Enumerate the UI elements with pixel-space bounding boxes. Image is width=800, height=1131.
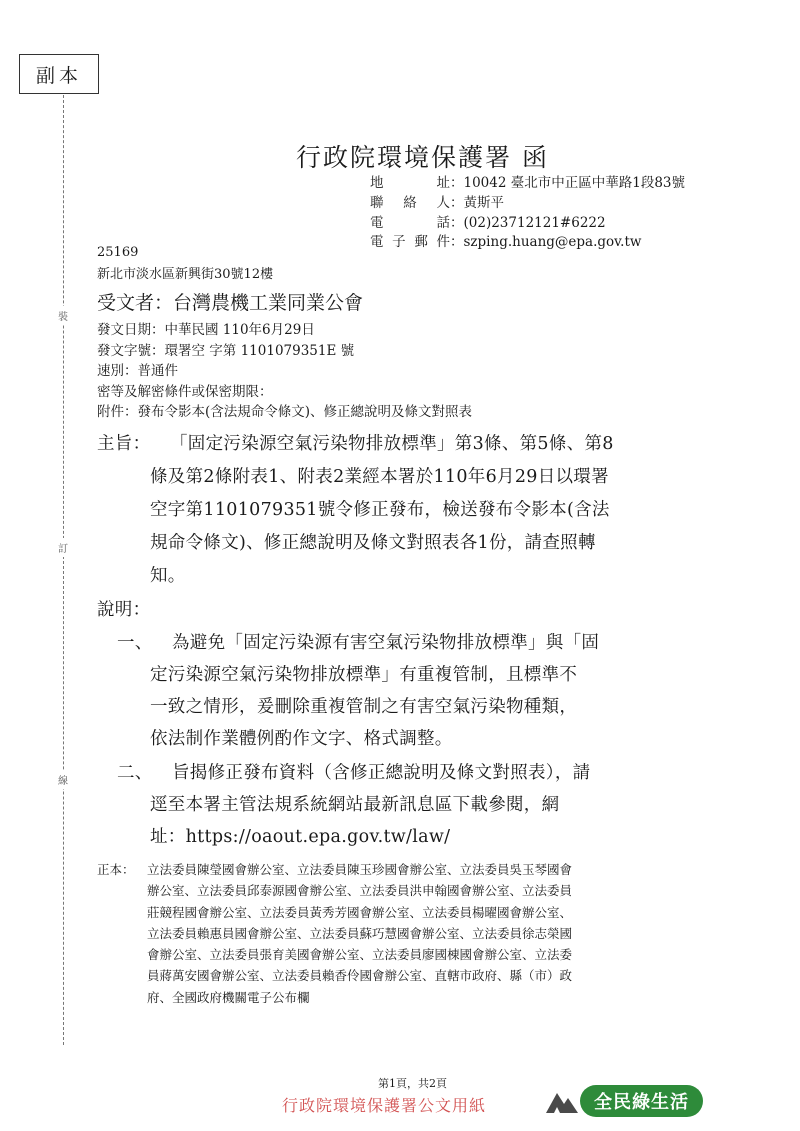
distribution-label: 正本： xyxy=(97,862,135,877)
explanation-line: 一致之情形，爰刪除重複管制之有害空氣污染物種類， xyxy=(150,697,578,717)
contact-address-label: 地 址 xyxy=(370,175,450,191)
contact-email-value: szping.huang@epa.gov.tw xyxy=(463,234,642,250)
subject-line: 知。 xyxy=(150,566,186,586)
explanation-line: 旨揭修正發布資料（含修正總說明及條文對照表），請 xyxy=(172,763,591,783)
contact-person-label: 聯 絡 人 xyxy=(370,195,450,211)
page-number: 第1頁，共2頁 xyxy=(378,1077,447,1090)
subject-line: 條及第2條附表1、附表2業經本署於110年6月29日以環署 xyxy=(150,467,609,487)
distribution-line: 立法委員陳瑩國會辦公室、立法委員陳玉珍國會辦公室、立法委員吳玉琴國會 xyxy=(147,862,573,877)
binding-mark-line: 線 xyxy=(58,770,68,789)
explanation-line: 為避免「固定污染源有害空氣污染物排放標準」與「固 xyxy=(172,633,600,653)
explanation-line: 址：https://oaout.epa.gov.tw/law/ xyxy=(150,827,451,847)
contact-person: 聯 絡 人：黃斯平 xyxy=(370,195,504,211)
contact-phone-label: 電 話 xyxy=(370,215,450,231)
meta-speed-value: 普通件 xyxy=(137,363,178,379)
recipient-address: 新北市淡水區新興街30號12樓 xyxy=(97,267,274,282)
brand-watermark xyxy=(544,1082,734,1120)
paper-title: 行政院環境保護署公文用紙 xyxy=(282,1096,487,1115)
subject-line: 「固定污染源空氣污染物排放標準」第3條、第5條、第8 xyxy=(170,434,614,454)
contact-address: 地 址：10042 臺北市中正區中華路1段83號 xyxy=(370,175,686,191)
explanation-label: 說明： xyxy=(97,600,151,620)
distribution-list xyxy=(97,859,707,1008)
meta-doc-number-value: 環署空 字第 1101079351E 號 xyxy=(164,343,355,359)
explanation-line: 定污染源空氣污染物排放標準」有重複管制，且標準不 xyxy=(150,665,578,685)
distribution-line: 莊競程國會辦公室、立法委員黃秀芳國會辦公室、立法委員楊曜國會辦公室、 xyxy=(147,904,573,920)
recipient-name: 台灣農機工業同業公會 xyxy=(173,292,364,314)
subject-line: 空字第1101079351號令修正發布，檢送發布令影本(含法 xyxy=(150,500,610,520)
contact-email: 電子郵件：szping.huang@epa.gov.tw xyxy=(370,234,642,250)
subject-label: 主旨： xyxy=(97,434,151,454)
recipient-label: 受文者： xyxy=(97,292,174,314)
document-title: 行政院環境保護署 函 xyxy=(296,143,549,172)
distribution-line: 辦公室、立法委員邱泰源國會辦公室、立法委員洪申翰國會辦公室、立法委員 xyxy=(147,883,573,899)
explanation-line: 逕至本署主管法規系統網站最新訊息區下載參閱，網 xyxy=(150,795,560,815)
recipient-postal-code: 25169 xyxy=(97,245,139,260)
meta-date-value: 中華民國 110年6月29日 xyxy=(164,322,315,338)
meta-doc-number xyxy=(97,339,354,359)
distribution-line: 府、全國政府機關電子公布欄 xyxy=(147,989,310,1005)
distribution-line: 會辦公室、立法委員張育美國會辦公室、立法委員廖國棟國會辦公室、立法委 xyxy=(147,947,573,963)
meta-date xyxy=(97,318,315,338)
contact-address-value: 10042 臺北市中正區中華路1段83號 xyxy=(463,175,686,191)
distribution-line: 員蔣萬安國會辦公室、立法委員賴香伶國會辦公室、直轄市政府、縣（市）政 xyxy=(147,968,573,984)
meta-speed xyxy=(97,359,178,379)
recipient xyxy=(97,288,363,315)
explanation-line: 依法制作業體例酌作文字、格式調整。 xyxy=(150,729,453,749)
binding-mark-stitch: 訂 xyxy=(58,538,68,557)
mountain-logo-icon xyxy=(544,1085,580,1117)
meta-classification xyxy=(97,380,273,400)
explanation-item-number: 一、 xyxy=(117,633,153,653)
subject-line: 規命令條文)、修正總說明及條文對照表各1份，請查照轉 xyxy=(150,533,596,553)
contact-phone-value: (02)23712121#6222 xyxy=(463,215,606,231)
meta-attachment-label: 附件： xyxy=(97,404,138,420)
explanation-item-number: 二、 xyxy=(117,763,153,783)
contact-phone: 電 話：(02)23712121#6222 xyxy=(370,215,606,231)
meta-date-label: 發文日期： xyxy=(97,322,165,338)
meta-speed-label: 速別： xyxy=(97,363,138,379)
distribution-line: 立法委員賴惠員國會辦公室、立法委員蘇巧慧國會辦公室、立法委員徐志榮國 xyxy=(147,925,573,941)
contact-email-label: 電子郵件 xyxy=(370,234,450,250)
binding-line xyxy=(63,95,64,1045)
copy-stamp: 副本 xyxy=(19,54,99,94)
meta-classification-label: 密等及解密條件或保密期限： xyxy=(97,384,273,400)
meta-attachment-value: 發布令影本(含法規命令條文)、修正總說明及條文對照表 xyxy=(137,404,473,420)
brand-name: 全民綠生活 xyxy=(580,1085,703,1117)
meta-attachment xyxy=(97,400,472,420)
binding-mark-bind: 裝 xyxy=(58,306,68,325)
meta-doc-number-label: 發文字號： xyxy=(97,343,165,359)
contact-person-value: 黃斯平 xyxy=(463,195,504,211)
